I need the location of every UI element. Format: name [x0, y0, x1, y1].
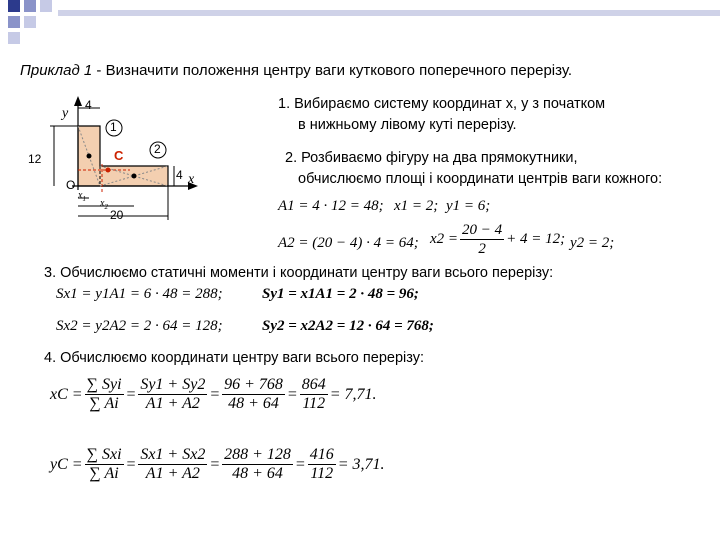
deco-square-3 [40, 0, 52, 12]
eq-yc-f3-den: 48 + 64 [232, 465, 283, 482]
figure-dim-top: 4 [85, 98, 92, 112]
eq-xc-f4-num: 864 [301, 376, 326, 393]
eq-yc-f1-num: ∑ Sxi [86, 446, 122, 463]
eq-x1: x1 = 2; [394, 198, 439, 214]
eq-xc-eq1: = [125, 385, 137, 403]
eq-xc-f1 [85, 376, 124, 413]
eq-xc-lhs: xC = [50, 385, 83, 403]
deco-square-4 [8, 16, 20, 28]
eq-yc-f2-den: A1 + A2 [145, 465, 200, 482]
top-bar [58, 10, 720, 16]
eq-yc-f1-den: ∑ Ai [89, 465, 119, 482]
figure-label-o: O [66, 178, 76, 192]
y-axis-arrow [74, 96, 82, 106]
eq-x2 [430, 221, 565, 258]
eq-yc-f4 [308, 446, 336, 483]
eq-yc-f4-num: 416 [309, 446, 334, 463]
eq-xc-f1-den: ∑ Ai [89, 395, 119, 412]
eq-yc-f2 [138, 446, 207, 483]
centroid-c [106, 168, 111, 173]
step1-line1: 1. Вибираємо систему координат x, y з початком [278, 96, 606, 112]
eq-x2-prefix: x2 = [430, 231, 459, 247]
eq-xc-f3 [222, 376, 285, 413]
figure-label-c: C [114, 148, 124, 163]
eq-xc-f2-num: Sy1 + Sy2 [140, 376, 206, 393]
eq-x2-suffix: + 4 = 12; [506, 231, 566, 247]
centroid-c1 [87, 154, 92, 159]
deco-square-1 [8, 0, 20, 12]
eq-xc-f2-den: A1 + A2 [145, 395, 200, 412]
step3-text: 3. Обчислюємо статичні моменти і координати центру ваги всього перерізу: [44, 265, 554, 281]
figure-dim-right: 4 [176, 168, 183, 182]
eq-yc-f2-num: Sx1 + Sx2 [140, 446, 206, 463]
title-rest: - Визначити положення центру ваги куткового поперечного перерізу. [92, 62, 573, 79]
eq-yc-eq3: = [294, 455, 306, 473]
figure-dim-bottom: 20 [110, 208, 124, 222]
slide-title [20, 62, 572, 79]
deco-square-2 [24, 0, 36, 12]
eq-xc [50, 376, 377, 413]
eq-xc-f1-num: ∑ Syi [86, 376, 122, 393]
eq-xc-f3-den: 48 + 64 [228, 395, 279, 412]
eq-sy1: Sy1 = x1A1 = 2 · 48 = 96; [262, 286, 419, 302]
eq-yc-result: = 3,71. [337, 455, 385, 473]
eq-a2: A2 = (20 − 4) · 4 = 64; [278, 235, 419, 251]
figure-dim-left: 12 [28, 152, 42, 166]
figure-label-x2: $x_2$ [100, 198, 108, 211]
eq-yc-f3 [222, 446, 293, 483]
eq-x2-num: 20 − 4 [462, 222, 503, 238]
eq-xc-eq2: = [209, 385, 221, 403]
eq-xc-f3-num: 96 + 768 [224, 376, 283, 393]
figure-label-x1: $x_1$ [78, 190, 86, 203]
eq-y1: y1 = 6; [446, 198, 491, 214]
eq-sy2: Sy2 = x2A2 = 12 · 64 = 768; [262, 318, 434, 334]
eq-yc-f4-den: 112 [310, 465, 334, 482]
title-prefix: Приклад 1 [20, 62, 93, 79]
eq-y2: y2 = 2; [570, 235, 615, 251]
figure-region-1: 1 [110, 120, 117, 134]
eq-yc-f1 [85, 446, 124, 483]
corner-decoration [0, 0, 60, 44]
eq-yc-lhs: yC = [50, 455, 83, 473]
figure-label-y: y [62, 106, 69, 121]
step2-line1: 2. Розбиваємо фігуру на два прямокутники, [285, 150, 578, 166]
eq-xc-result: = 7,71. [329, 385, 377, 403]
eq-xc-eq3: = [286, 385, 298, 403]
eq-a1: A1 = 4 · 12 = 48; [278, 198, 384, 214]
eq-xc-f4 [300, 376, 328, 413]
figure-label-x: x [188, 172, 195, 187]
eq-sx1: Sx1 = y1A1 = 6 · 48 = 288; [56, 286, 223, 302]
eq-yc-eq1: = [125, 455, 137, 473]
step2-line2: обчислюємо площі і координати центрів ваги кожного: [298, 171, 663, 187]
step4-text: 4. Обчислюємо координати центру ваги всього перерізу: [44, 350, 424, 366]
figure-region-2: 2 [154, 142, 161, 156]
eq-yc-f3-num: 288 + 128 [224, 446, 291, 463]
eq-yc [50, 446, 385, 483]
eq-sx2: Sx2 = y2A2 = 2 · 64 = 128; [56, 318, 223, 334]
eq-x2-frac [460, 221, 504, 258]
eq-x2-den: 2 [478, 241, 486, 257]
deco-square-5 [24, 16, 36, 28]
eq-xc-f4-den: 112 [302, 395, 326, 412]
deco-square-6 [8, 32, 20, 44]
centroid-c2 [132, 174, 137, 179]
step1-line2: в нижньому лівому куті перерізу. [298, 117, 517, 133]
eq-xc-f2 [138, 376, 207, 413]
eq-yc-eq2: = [209, 455, 221, 473]
